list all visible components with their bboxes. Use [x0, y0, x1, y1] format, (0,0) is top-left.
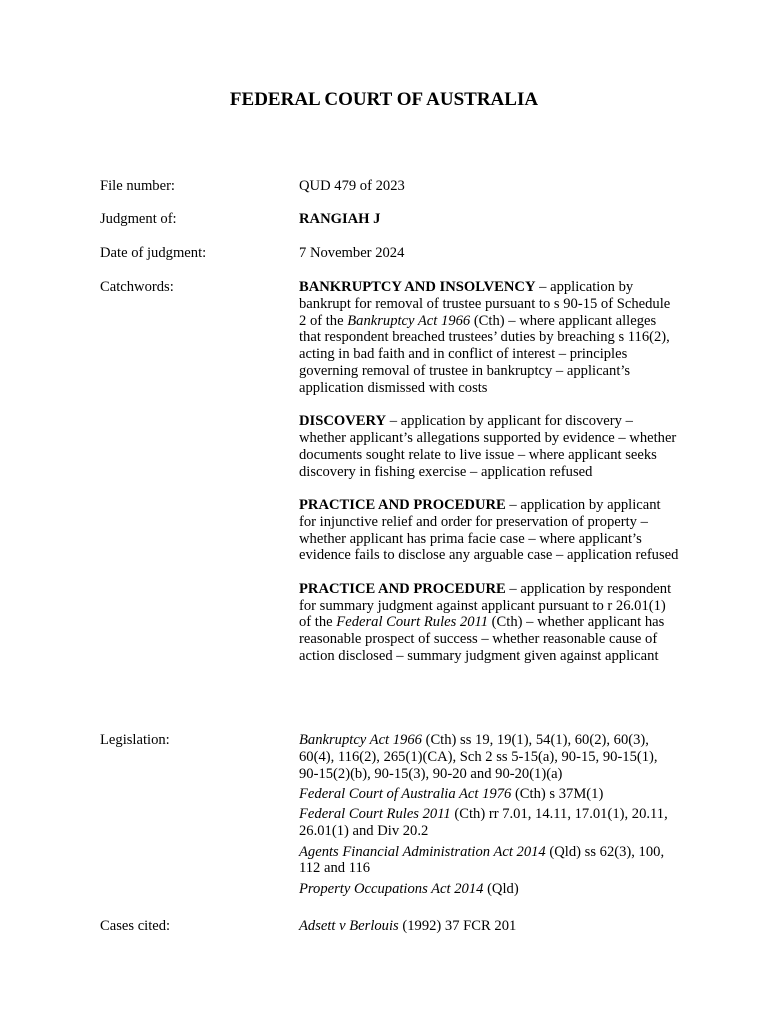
file-number-value: QUD 479 of 2023 [299, 178, 405, 194]
catchword-paragraph [299, 279, 679, 397]
catchword-text: – application by respondent for summary judgment against applicant pursuant to r 26.01(1) of the [299, 580, 672, 631]
judgment-of-label: Judgment of: [100, 211, 177, 227]
legislation-detail: (Qld) ss 62(3), 100, 112 and 116 [299, 843, 665, 877]
legislation-act: Federal Court of Australia Act 1976 [299, 785, 512, 802]
legislation-item [299, 844, 679, 878]
legislation-item [299, 786, 679, 803]
case-name: Adsett v Berlouis [299, 918, 399, 934]
judge-name: RANGIAH J [299, 211, 381, 227]
legislation-item [299, 806, 679, 840]
catchword-act: Federal Court Rules 2011 [336, 614, 489, 631]
cases-cited-list [299, 918, 679, 935]
catchword-paragraph [299, 497, 679, 564]
case-citation: (1992) 37 FCR 201 [398, 918, 517, 934]
catchword-heading: BANKRUPTCY AND INSOLVENCY [299, 279, 536, 295]
legislation-detail: (Cth) s 37M(1) [511, 785, 604, 802]
legislation-detail: (Cth) rr 7.01, 14.11, 17.01(1), 20.11, 26.01(1) and Div 20.2 [299, 806, 668, 840]
catchword-heading: PRACTICE AND PROCEDURE [299, 580, 506, 597]
catchword-text: – application by applicant for injunctive relief and order for preservation of property – whether applicant has prima facie case – where applicant’s evidence fails to disclose any arguable case – application refused [299, 496, 679, 564]
legislation-item [299, 881, 679, 898]
catchwords-list [299, 279, 679, 665]
catchwords-label: Catchwords: [100, 279, 174, 295]
legislation-detail: (Qld) [483, 880, 519, 897]
catchword-paragraph [299, 413, 679, 480]
catchword-text: (Cth) – whether applicant has reasonable prospect of success – whether reasonable cause of action disclosed – summary judgment given against applicant [299, 614, 665, 664]
legislation-act: Bankruptcy Act 1966 [299, 732, 422, 748]
catchword-text: (Cth) – where applicant alleges that respondent breached trustees’ duties by breaching s 116(2), acting in bad faith and in conflict of interest – principles governing removal of trustee in bankruptcy – applicant’s application dismissed with costs [299, 312, 670, 396]
legislation-label: Legislation: [100, 732, 170, 748]
date-of-judgment-label: Date of judgment: [100, 245, 207, 261]
case-item [299, 918, 679, 935]
legislation-list [299, 732, 679, 898]
catchword-act: Bankruptcy Act 1966 [347, 312, 471, 329]
file-number-label: File number: [100, 178, 175, 194]
legislation-item [299, 732, 679, 782]
legislation-act: Property Occupations Act 2014 [299, 880, 484, 897]
court-title: FEDERAL COURT OF AUSTRALIA [229, 89, 539, 110]
catchword-text: – application by bankrupt for removal of trustee pursuant to s 90-15 of Schedule 2 of the [299, 279, 671, 329]
catchword-paragraph [299, 581, 679, 665]
catchword-heading: DISCOVERY [299, 413, 387, 430]
catchword-heading: PRACTICE AND PROCEDURE [299, 496, 506, 513]
legislation-act: Agents Financial Administration Act 2014 [299, 843, 546, 860]
legislation-detail: (Cth) ss 19, 19(1), 54(1), 60(2), 60(3), 60(4), 116(2), 265(1)(CA), Sch 2 ss 5-15(a), 90-15, 90-15(1), 90-15(2)(b), 90-15(3), 90-20 and 90-20(1)(a) [299, 732, 658, 782]
date-of-judgment-value: 7 November 2024 [299, 245, 405, 261]
cases-cited-label: Cases cited: [100, 918, 171, 934]
catchword-text: – application by applicant for discovery – whether applicant’s allegations supported by evidence – whether documents sought relate to live issue – where applicant seeks discovery in fishing exercise – application refused [299, 413, 677, 480]
legislation-act: Federal Court Rules 2011 [299, 806, 451, 823]
